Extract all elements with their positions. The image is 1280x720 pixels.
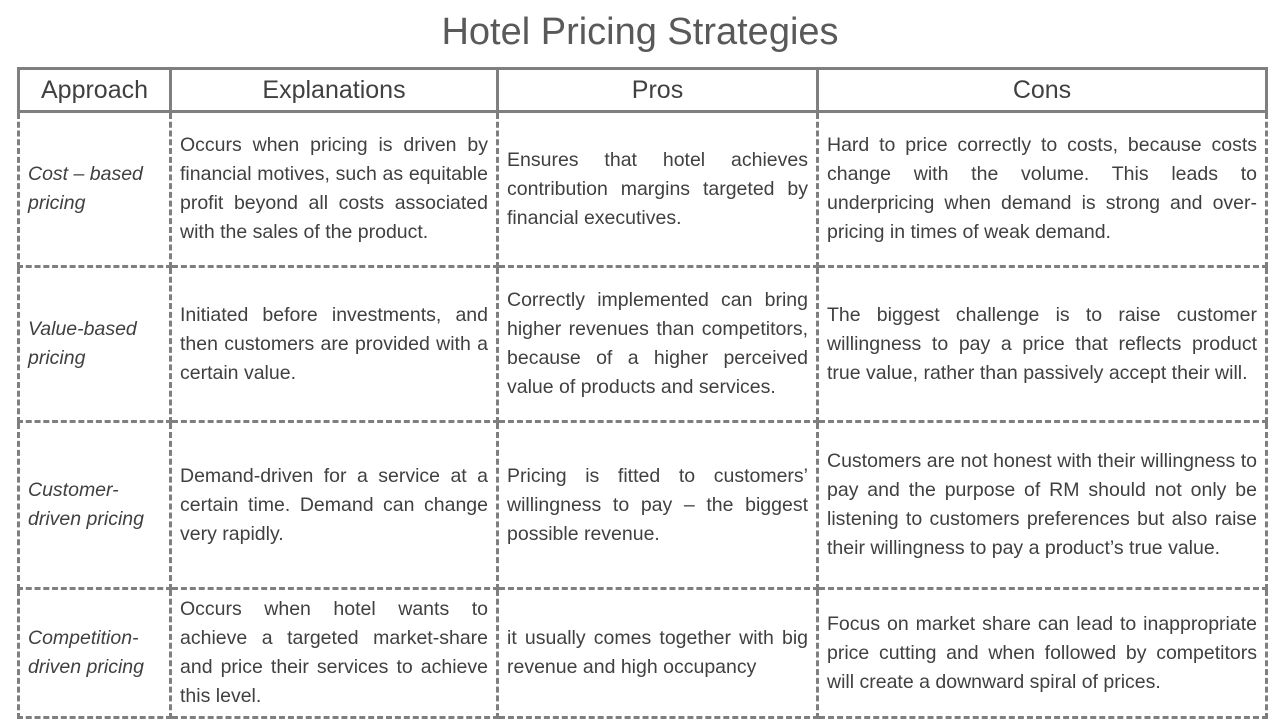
pros-cell: it usually comes together with big revenue and high occupancy [498,589,818,718]
cons-cell: Customers are not honest with their willingness to pay and the purpose of RM should not only be listening to customers preferences but also raise their willingness to pay a product’s true value. [818,422,1267,589]
explanation-cell: Occurs when hotel wants to achieve a targeted market-share and price their services to achieve this level. [171,589,498,718]
approach-cell: Value-based pricing [19,267,171,422]
table-row [19,589,1267,718]
table-row [19,112,1267,267]
header-explanations: Explanations [171,69,498,112]
approach-cell: Customer-driven pricing [19,422,171,589]
header-pros: Pros [498,69,818,112]
approach-cell: Competition-driven pricing [19,589,171,718]
page-title: Hotel Pricing Strategies [441,11,839,53]
pricing-strategies-table [17,67,1268,719]
table-row [19,422,1267,589]
table-header-row [19,69,1267,112]
cons-cell: Focus on market share can lead to inappropriate price cutting and when followed by competitors will create a downward spiral of prices. [818,589,1267,718]
header-approach: Approach [19,69,171,112]
pros-cell: Correctly implemented can bring higher revenues than competitors, because of a higher perceived value of products and services. [498,267,818,422]
pros-cell: Ensures that hotel achieves contribution margins targeted by financial executives. [498,112,818,267]
pros-cell: Pricing is fitted to customers’ willingness to pay – the biggest possible revenue. [498,422,818,589]
cons-cell: The biggest challenge is to raise customer willingness to pay a price that reflects product true value, rather than passively accept their will. [818,267,1267,422]
explanation-cell: Occurs when pricing is driven by financial motives, such as equitable profit beyond all costs associated with the sales of the product. [171,112,498,267]
cons-cell: Hard to price correctly to costs, because costs change with the volume. This leads to underpricing when demand is strong and over-pricing in times of weak demand. [818,112,1267,267]
explanation-cell: Initiated before investments, and then customers are provided with a certain value. [171,267,498,422]
explanation-cell: Demand-driven for a service at a certain time. Demand can change very rapidly. [171,422,498,589]
approach-cell: Cost – based pricing [19,112,171,267]
table-row [19,267,1267,422]
header-cons: Cons [818,69,1267,112]
